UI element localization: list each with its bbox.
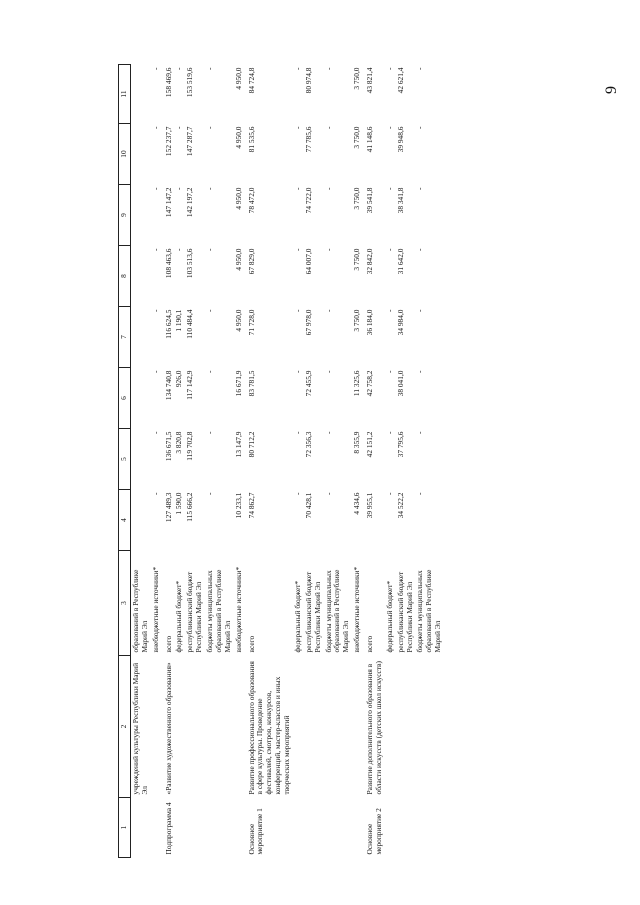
table-row (174, 65, 185, 858)
value-cell: - (292, 248, 302, 251)
value-cell: 152 237,7 (163, 126, 173, 157)
program-cell (324, 798, 353, 858)
value-cell: - (323, 187, 333, 190)
description-cell: учреждений культуры Республики Марий Эл (130, 662, 149, 795)
value-cell: - (323, 248, 333, 251)
value-cell: - (205, 492, 214, 495)
program-cell (293, 798, 304, 858)
value-cell: 43 821,4 (365, 67, 374, 94)
value-cell: - (174, 126, 184, 129)
value-cell: - (415, 187, 425, 190)
value-cell: 78 472,0 (246, 187, 256, 214)
header-cell: 2 (119, 656, 131, 798)
value-cell: 3 750,0 (352, 187, 362, 210)
value-cell: 116 624,5 (163, 309, 173, 339)
description-cell (185, 656, 205, 798)
value-cell: - (150, 187, 160, 190)
table-row (130, 65, 150, 858)
value-cell: - (205, 309, 214, 312)
value-cell: 127 489,3 (163, 492, 173, 523)
value-cell: - (415, 309, 425, 312)
table-row (162, 65, 175, 858)
source-cell: внебюджетные источники* (150, 566, 160, 653)
source-cell: бюджеты муниципальных образований в Республике Марий Эл (323, 569, 351, 653)
value-cell: 64 007,0 (303, 248, 313, 275)
value-cell: 13 147,9 (233, 431, 243, 458)
source-cell: республиканский бюджет Республики Марий Эл (185, 571, 204, 653)
value-cell: - (415, 370, 425, 373)
source-cell: республиканский бюджет Республики Марий Эл (395, 571, 414, 653)
value-cell: 142 197,2 (185, 187, 195, 218)
value-cell: 39 541,8 (365, 187, 374, 214)
value-cell (130, 490, 150, 551)
value-cell: - (292, 492, 302, 495)
value-cell: 1 590,0 (174, 492, 184, 515)
value-cell: - (292, 67, 302, 70)
value-cell: 80 974,8 (303, 67, 313, 94)
value-cell: 4 434,6 (352, 492, 362, 515)
program-cell (304, 798, 324, 858)
value-cell: 38 041,0 (395, 370, 405, 397)
source-cell: внебюджетные источники* (352, 566, 362, 653)
value-cell: - (323, 309, 333, 312)
value-cell: - (205, 187, 214, 190)
value-cell: - (415, 492, 425, 495)
value-cell: - (415, 248, 425, 251)
value-cell: 117 142,9 (185, 370, 195, 400)
value-cell: - (150, 309, 160, 312)
program-cell (396, 798, 416, 858)
value-cell: - (415, 431, 425, 434)
header-cell: 7 (119, 307, 131, 368)
value-cell: - (292, 431, 302, 434)
source-cell: всего (246, 635, 256, 653)
value-cell (130, 307, 150, 368)
value-cell: 3 750,0 (352, 67, 362, 90)
value-cell: 926,0 (174, 370, 184, 388)
value-cell: 134 740,8 (163, 370, 173, 401)
program-cell (415, 798, 444, 858)
program-cell (205, 798, 234, 858)
value-cell: 80 712,2 (246, 431, 256, 458)
header-cell: 8 (119, 246, 131, 307)
program-cell (130, 798, 150, 858)
source-cell: федеральный бюджет* (174, 580, 184, 653)
value-cell (130, 124, 150, 185)
table-row (415, 65, 444, 858)
description-cell (324, 656, 353, 798)
value-cell: 3 750,0 (352, 309, 362, 332)
program-cell: Подпрограмма 4 (163, 802, 173, 855)
program-cell: Основное мероприятие 2 (365, 808, 383, 855)
value-cell: 147 287,7 (185, 126, 195, 157)
source-cell: бюджеты муниципальных образований в Республике Марий Эл (415, 569, 443, 653)
value-cell: 67 978,0 (303, 309, 313, 336)
source-cell: федеральный бюджет* (384, 580, 394, 653)
value-cell: - (323, 492, 333, 495)
rotated-table-container (118, 65, 519, 858)
header-cell: 3 (119, 551, 131, 656)
value-cell: 42 621,4 (395, 67, 405, 94)
value-cell: 34 984,0 (395, 309, 405, 336)
header-cell: 4 (119, 490, 131, 551)
value-cell: 67 829,0 (246, 248, 256, 275)
value-cell: - (323, 126, 333, 129)
description-cell (205, 656, 234, 798)
description-cell (151, 656, 162, 798)
value-cell: 136 671,5 (163, 431, 173, 462)
value-cell: - (415, 67, 425, 70)
value-cell: 4 950,0 (233, 309, 243, 332)
value-cell: - (150, 431, 160, 434)
description-cell (304, 656, 324, 798)
description-cell: Развитие дополнительного образования в области искусств (детских школ искусств) (365, 661, 383, 795)
source-cell: образований в Республике Марий Эл (130, 569, 149, 653)
header-cell: 10 (119, 124, 131, 185)
value-cell: - (174, 187, 184, 190)
value-cell: 115 666,2 (185, 492, 195, 522)
value-cell: 158 469,6 (163, 67, 173, 98)
source-cell: бюджеты муниципальных образований в Республике Марий Эл (205, 569, 232, 653)
value-cell: - (384, 67, 394, 70)
value-cell: 39 948,6 (395, 126, 405, 153)
description-cell: «Развитие художественного образования» (163, 662, 173, 795)
value-cell: 34 522,2 (395, 492, 405, 519)
budget-table (118, 64, 444, 858)
value-cell: 11 325,6 (352, 370, 362, 397)
description-cell (352, 656, 363, 798)
program-cell (151, 798, 162, 858)
description-cell (415, 656, 444, 798)
value-cell: 147 147,2 (163, 187, 173, 218)
value-cell: 41 148,6 (365, 126, 374, 153)
table-row (324, 65, 353, 858)
value-cell: - (205, 126, 214, 129)
value-cell: - (384, 126, 394, 129)
description-cell: Развитие профессионального образования в сфере культуры. Проведение фестивалей, смотров, конкурсов, конференций, мастер-классов и иных творческих мероприятий (246, 661, 291, 795)
description-cell (234, 656, 245, 798)
value-cell: 38 341,8 (395, 187, 405, 214)
value-cell: - (384, 370, 394, 373)
value-cell: - (174, 248, 184, 251)
value-cell: 3 820,8 (174, 431, 184, 454)
value-cell: 108 463,6 (163, 248, 173, 279)
value-cell: 3 750,0 (352, 126, 362, 149)
value-cell: - (205, 370, 214, 373)
description-cell (396, 656, 416, 798)
value-cell: - (292, 187, 302, 190)
value-cell: 4 950,0 (233, 248, 243, 271)
value-cell: 110 484,4 (185, 309, 195, 339)
value-cell: 71 728,0 (246, 309, 256, 336)
value-cell: - (384, 431, 394, 434)
program-cell: Основное мероприятие 1 (246, 808, 265, 855)
value-cell: 4 950,0 (233, 126, 243, 149)
value-cell: 32 842,0 (365, 248, 374, 275)
value-cell: 16 671,9 (233, 370, 243, 397)
value-cell: 4 950,0 (233, 187, 243, 210)
value-cell: - (150, 370, 160, 373)
value-cell: 84 724,8 (246, 67, 256, 94)
value-cell: 81 535,6 (246, 126, 256, 153)
value-cell: 3 750,0 (352, 248, 362, 271)
value-cell: 36 184,0 (365, 309, 374, 336)
header-row (119, 65, 131, 858)
value-cell: - (150, 126, 160, 129)
value-cell: - (205, 67, 214, 70)
value-cell: - (384, 492, 394, 495)
source-cell: внебюджетные источники* (233, 566, 243, 653)
value-cell: - (174, 67, 184, 70)
value-cell: 72 455,9 (303, 370, 313, 397)
table-row (352, 65, 363, 858)
value-cell: - (323, 431, 333, 434)
value-cell: - (384, 187, 394, 190)
table-row (396, 65, 416, 858)
description-cell (174, 656, 185, 798)
program-cell (352, 798, 363, 858)
value-cell: 83 781,5 (246, 370, 256, 397)
header-cell: 9 (119, 185, 131, 246)
program-cell (174, 798, 185, 858)
header-cell: 6 (119, 368, 131, 429)
value-cell: - (205, 248, 214, 251)
value-cell: - (150, 248, 160, 251)
value-cell (130, 429, 150, 490)
program-cell (185, 798, 205, 858)
source-cell: федеральный бюджет* (292, 580, 302, 653)
source-cell: всего (163, 635, 173, 653)
value-cell (130, 368, 150, 429)
table-row (385, 65, 396, 858)
description-cell (385, 656, 396, 798)
value-cell: 10 233,1 (233, 492, 243, 519)
value-cell: 39 955,1 (365, 492, 374, 519)
value-cell: 119 702,8 (185, 431, 195, 461)
table-row (304, 65, 324, 858)
table-row (234, 65, 245, 858)
value-cell: - (205, 431, 214, 434)
value-cell: 37 795,6 (395, 431, 405, 458)
description-cell (293, 656, 304, 798)
value-cell: - (384, 248, 394, 251)
value-cell (130, 246, 150, 307)
value-cell: 153 519,6 (185, 67, 195, 98)
table-row (151, 65, 162, 858)
value-cell: - (150, 67, 160, 70)
value-cell: - (292, 126, 302, 129)
value-cell: 42 151,2 (365, 431, 374, 458)
header-cell: 5 (119, 429, 131, 490)
header-cell: 11 (119, 65, 131, 124)
table-row (363, 65, 385, 858)
value-cell: 103 513,6 (185, 248, 195, 279)
table-row (185, 65, 205, 858)
table-row (205, 65, 234, 858)
value-cell: 72 356,3 (303, 431, 313, 458)
table-row (293, 65, 304, 858)
value-cell: 31 642,0 (395, 248, 405, 275)
value-cell: 70 428,1 (303, 492, 313, 519)
value-cell: 77 785,6 (303, 126, 313, 153)
value-cell: 4 950,0 (233, 67, 243, 90)
value-cell: - (415, 126, 425, 129)
value-cell: 74 862,7 (246, 492, 256, 519)
program-cell (234, 798, 245, 858)
source-cell: всего (365, 635, 374, 653)
header-cell: 1 (119, 798, 131, 858)
value-cell: 42 758,2 (365, 370, 374, 397)
page-number: 9 (603, 86, 620, 94)
value-cell: - (323, 67, 333, 70)
value-cell: - (292, 309, 302, 312)
source-cell: республиканский бюджет Республики Марий Эл (303, 571, 322, 653)
value-cell: - (150, 492, 160, 495)
value-cell: 74 722,0 (303, 187, 313, 214)
value-cell: 1 190,1 (174, 309, 184, 332)
value-cell: - (292, 370, 302, 373)
value-cell: - (384, 309, 394, 312)
table-row (245, 65, 293, 858)
program-cell (385, 798, 396, 858)
value-cell: 8 355,9 (352, 431, 362, 454)
value-cell (130, 65, 150, 124)
value-cell: - (323, 370, 333, 373)
value-cell (130, 185, 150, 246)
